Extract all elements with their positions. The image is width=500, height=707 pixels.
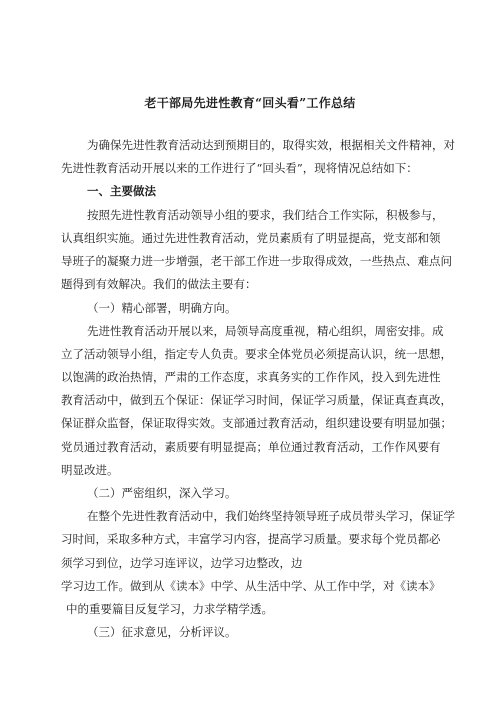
paragraph-line: 按照先进性教育活动领导小组的要求，我们结合工作实际，积极参与， (87, 208, 444, 222)
paragraph-line: 题得到有效解决。我们的做法主要有： (61, 277, 257, 291)
paragraph-line: 在整个先进性教育活动中，我们始终坚持领导班子成员带头学习，保证学 (87, 509, 455, 523)
paragraph-line: 立了活动领导小组，指定专人负责。要求全体党员必须提高认识，统一思想， (61, 347, 452, 361)
paragraph-line: 须学习到位，边学习连评议，边学习边整改，边 (61, 556, 303, 570)
paragraph-line: 先进性教育活动开展以来，局领导高度重视，精心组织，周密安排。成 (87, 324, 444, 338)
subsection-heading: （二）严密组织，深入学习。 (87, 486, 237, 500)
document-title: 老干部局先进性教育“回头看”工作总结 (144, 96, 356, 110)
subsection-heading: （三）征求意见，分析评议。 (87, 625, 237, 639)
paragraph-line: 习时间，采取多种方式，丰富学习内容，提高学习质量。要求每个党员都必 (61, 532, 441, 546)
paragraph-line: 党员通过教育活动，素质要有明显提高；单位通过教育活动，工作作风要有 (61, 440, 441, 454)
paragraph-line: 学习边工作。做到从《读本》中学、从生活中学、从工作中学，对《读本》 (61, 579, 441, 593)
paragraph-line: 教育活动中，做到五个保证：保证学习时间，保证学习质量，保证真查真改， (61, 393, 452, 407)
paragraph-line: 导班子的凝聚力进一步增强，老干部工作进一步取得成效，一些热点、难点问 (61, 254, 452, 268)
paragraph-line: 保证群众监督，保证取得实效。支部通过教育活动，组织建设要有明显加强； (61, 416, 452, 430)
paragraph-line: 中的重要篇目反复学习，力求学精学透。 (66, 602, 273, 616)
paragraph-line: 认真组织实施。通过先进性教育活动，党员素质有了明显提高，党支部和领 (61, 231, 441, 245)
section-heading: 一、主要做法 (87, 184, 156, 198)
subsection-heading: （一）精心部署，明确方向。 (87, 301, 237, 315)
paragraph-line: 明显改进。 (61, 463, 119, 477)
paragraph-line: 为确保先进性教育活动达到预期目的，取得实效，根据相关文件精神，对 (87, 138, 455, 152)
paragraph-line: 以饱满的政治热情，严肃的工作态度，求真务实的工作作风，投入到先进性 (61, 370, 441, 384)
paragraph-line: 先进性教育活动开展以来的工作进行了“回头看”，现将情况总结如下： (61, 161, 418, 175)
